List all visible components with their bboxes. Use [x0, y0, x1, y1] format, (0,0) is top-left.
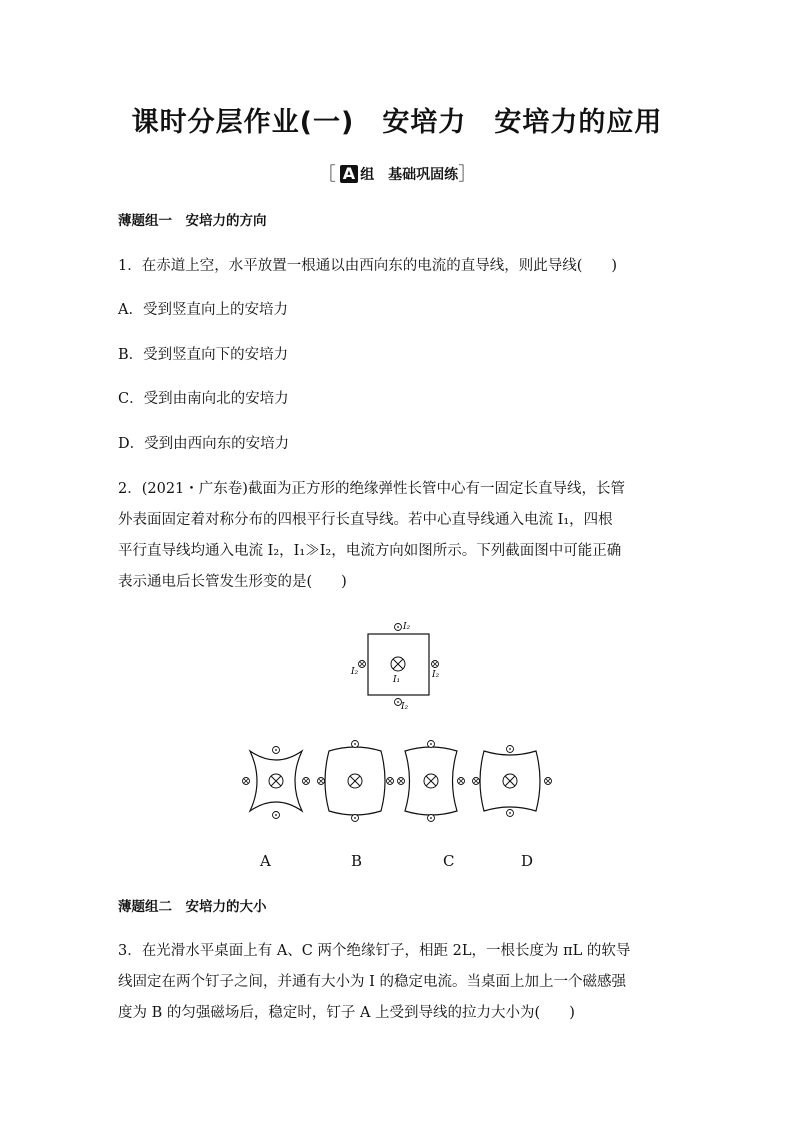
option-label-b: B — [351, 852, 363, 870]
bottom-wire-icon — [352, 815, 359, 822]
question-3-line: 线固定在两个钉子之间，并通有大小为 I 的稳定电流。当桌面上加上一个磁感强 — [118, 974, 626, 990]
question-1-option-a: A．受到竖直向上的安培力 — [118, 302, 288, 318]
question-1-option-c: C．受到由南向北的安培力 — [118, 391, 289, 407]
question-3-line: 度为 B 的匀强磁场后，稳定时，钉子 A 上受到导线的拉力大小为( ) — [118, 1005, 575, 1021]
section-heading-1: 薄题组一 安培力的方向 — [118, 213, 267, 229]
section-heading-2: 薄题组二 安培力的大小 — [118, 899, 267, 915]
center-wire-icon — [424, 774, 438, 788]
left-wire-into-page-icon — [359, 661, 366, 668]
label-i1-center: I₁ — [393, 675, 401, 685]
group-letter-badge: A — [340, 165, 358, 183]
option-b-shape — [318, 741, 394, 822]
center-wire-icon — [348, 774, 362, 788]
top-wire-icon — [428, 741, 435, 748]
left-wire-icon — [243, 778, 250, 785]
bottom-wire-icon — [428, 815, 435, 822]
bracket-open: ［ — [317, 164, 336, 185]
tube-cross-section-figure — [340, 610, 450, 715]
right-wire-icon — [458, 778, 465, 785]
question-2-line: 表示通电后长管发生形变的是( ) — [118, 574, 347, 590]
center-wire-icon — [269, 774, 283, 788]
top-wire-icon — [507, 746, 514, 753]
question-2-stem — [118, 474, 678, 598]
option-a-shape — [243, 747, 310, 819]
center-wire-into-page-icon — [391, 657, 405, 671]
group-label — [0, 160, 794, 186]
top-wire-out-of-page-icon — [395, 624, 402, 631]
bottom-wire-icon — [507, 810, 514, 817]
right-wire-into-page-icon — [432, 661, 439, 668]
option-shapes-figure — [235, 735, 565, 830]
center-wire-icon — [503, 774, 517, 788]
right-wire-icon — [545, 778, 552, 785]
question-2-line: 平行直导线均通入电流 I₂，I₁≫I₂，电流方向如图所示。下列截面图中可能正确 — [118, 543, 622, 559]
bracket-close: ］ — [458, 164, 477, 185]
label-i2-top: I₂ — [403, 622, 411, 632]
top-wire-icon — [273, 747, 280, 754]
option-label-d: D — [521, 852, 534, 870]
question-3-line: 3．在光滑水平桌面上有 A、C 两个绝缘钉子，相距 2L，一根长度为 πL 的软导 — [118, 943, 631, 959]
bottom-wire-icon — [273, 812, 280, 819]
question-3-stem — [118, 936, 678, 1029]
question-1-option-b: B．受到竖直向下的安培力 — [118, 347, 289, 363]
right-wire-icon — [387, 778, 394, 785]
question-2-line: 外表面固定着对称分布的四根平行长直导线。若中心直导线通入电流 I₁，四根 — [118, 512, 613, 528]
label-i2-left: I₂ — [351, 667, 359, 677]
question-2-line: 2．(2021・广东卷)截面为正方形的绝缘弹性长管中心有一固定长直导线，长管 — [118, 481, 625, 497]
left-wire-icon — [473, 778, 480, 785]
question-1-option-d: D．受到由西向东的安培力 — [118, 436, 290, 452]
group-title: 组 基础巩固练 — [360, 167, 459, 183]
option-c-shape — [398, 741, 465, 822]
left-wire-icon — [318, 778, 325, 785]
left-wire-icon — [398, 778, 405, 785]
page-title: 课时分层作业(一) 安培力 安培力的应用 — [131, 107, 663, 138]
label-i2-bottom: I₂ — [401, 702, 409, 712]
option-label-c: C — [443, 852, 455, 870]
option-d-shape — [473, 746, 552, 817]
label-i2-right: I₂ — [432, 670, 440, 680]
right-wire-icon — [303, 778, 310, 785]
option-label-a: A — [260, 852, 271, 870]
question-1-stem: 1．在赤道上空，水平放置一根通以由西向东的电流的直导线，则此导线( ) — [118, 258, 618, 274]
top-wire-icon — [352, 741, 359, 748]
